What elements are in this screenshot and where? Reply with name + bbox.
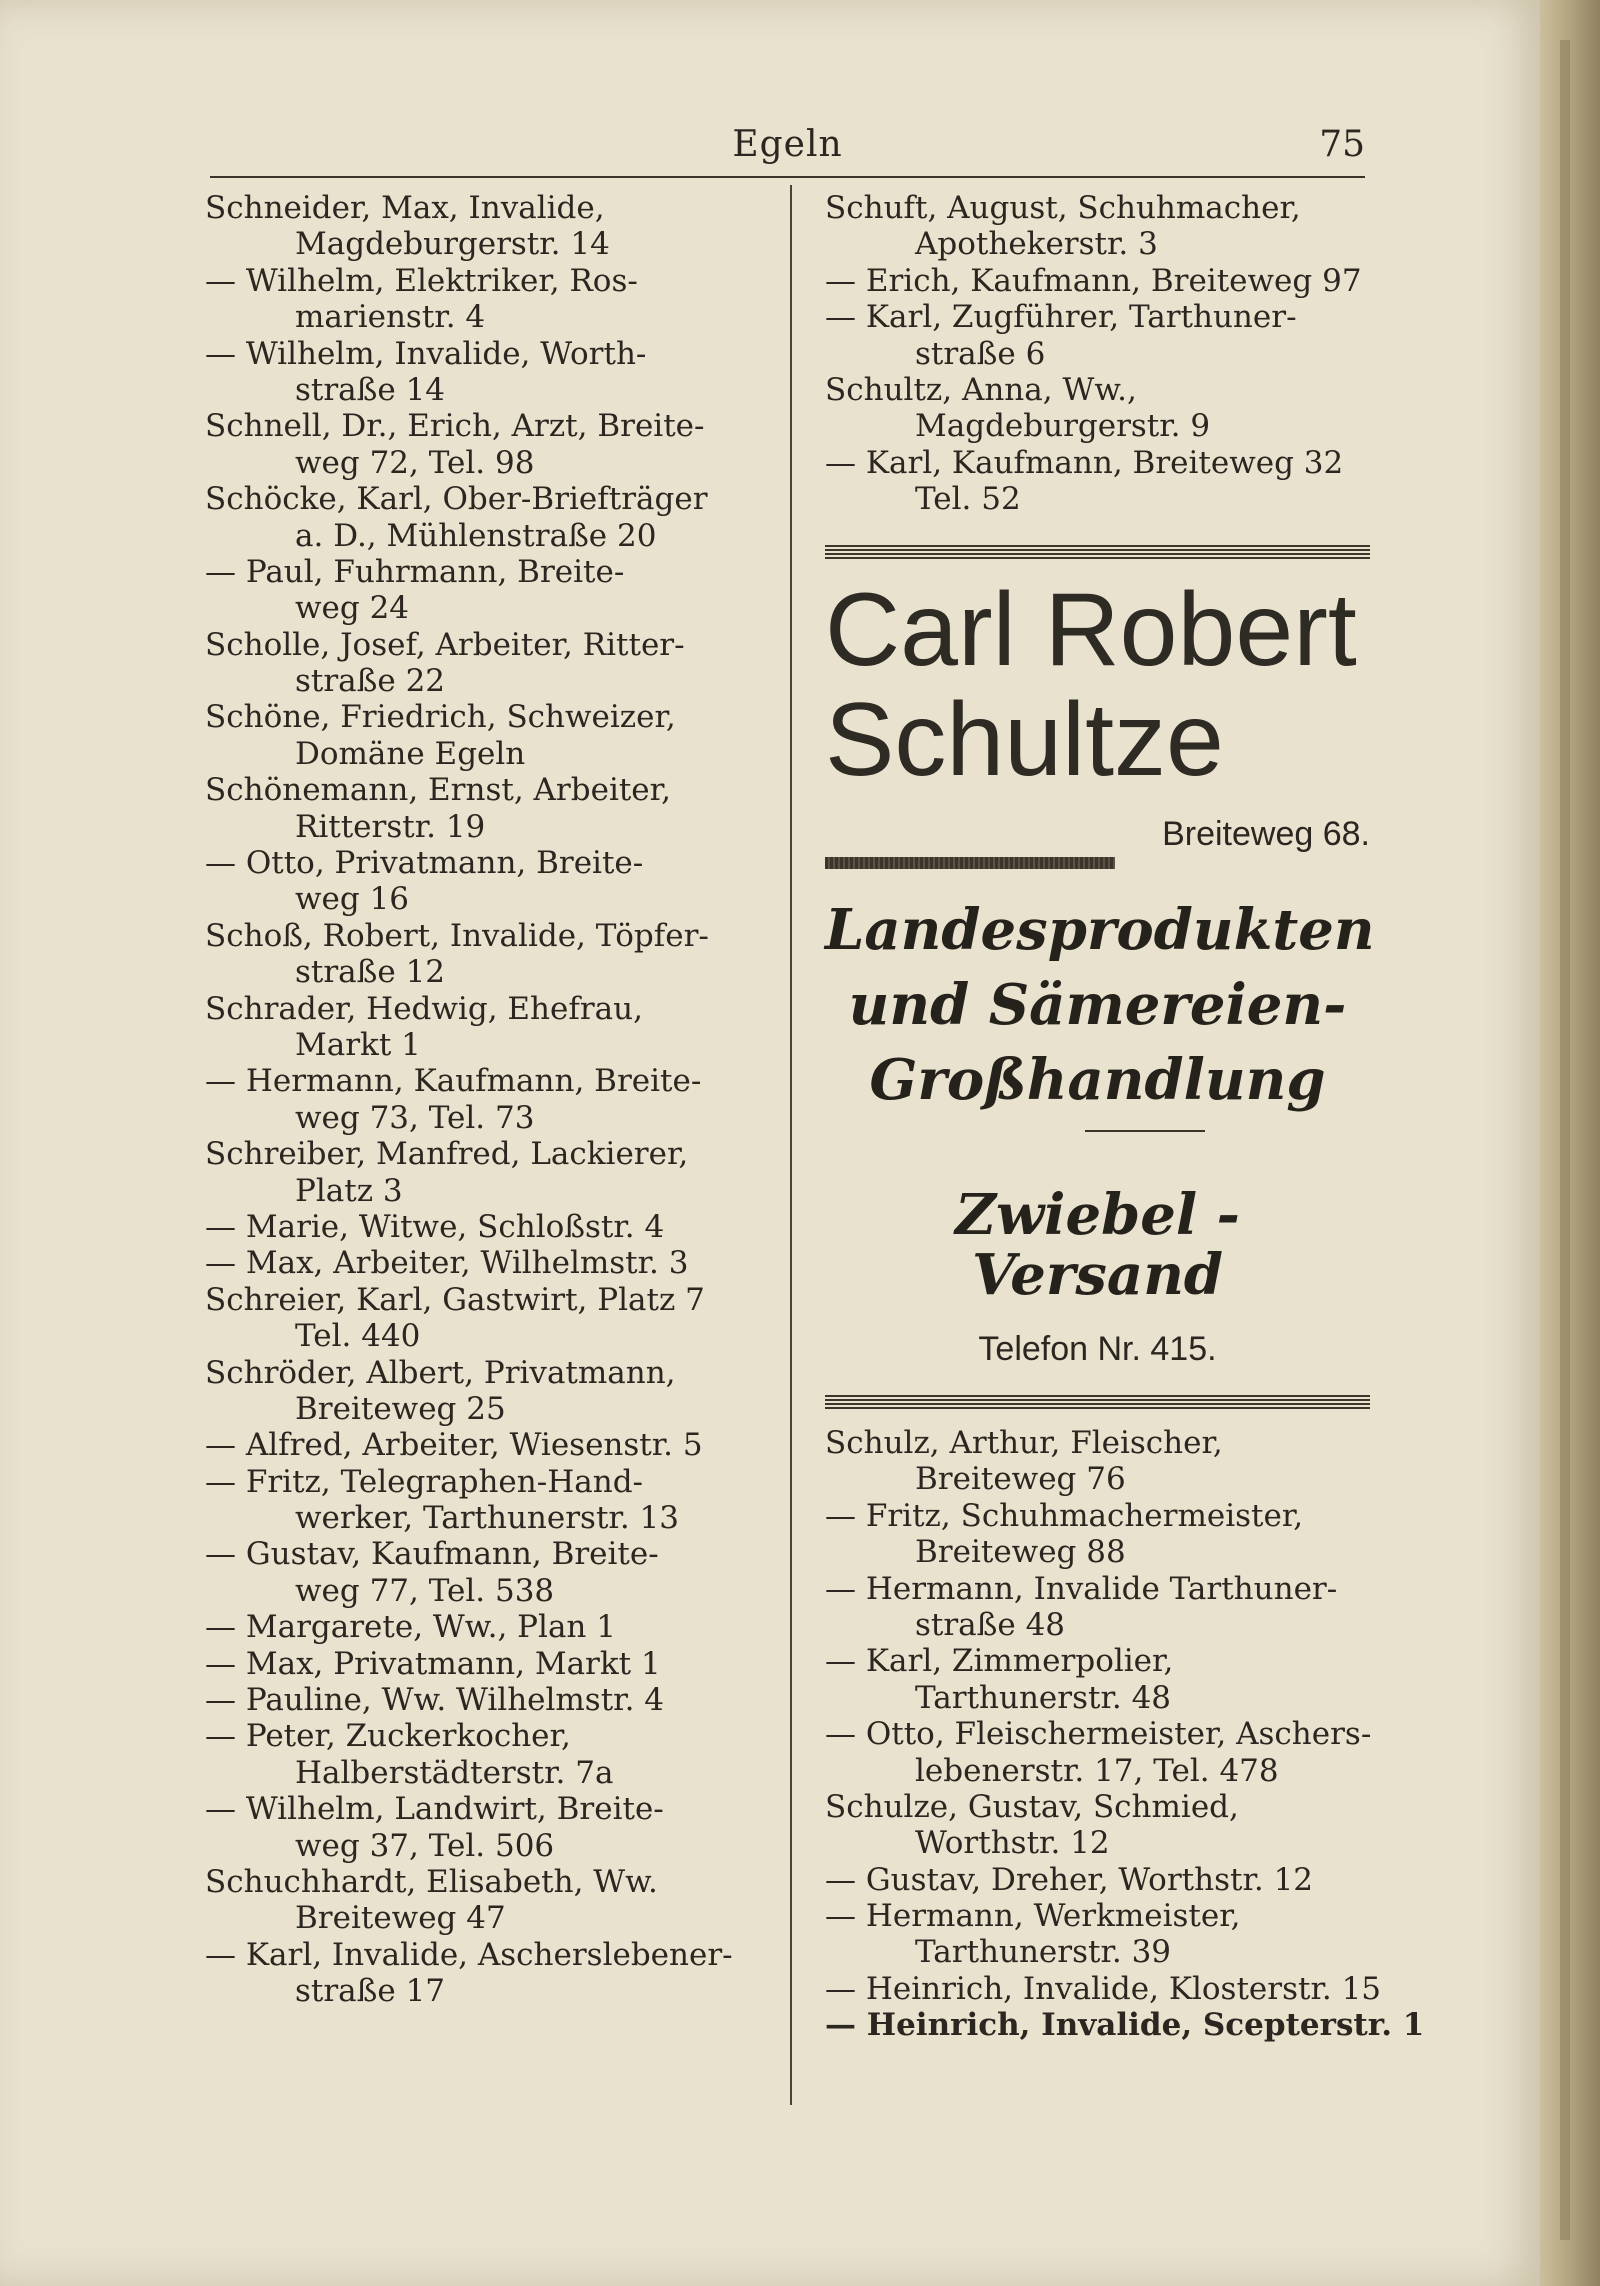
directory-entry-line: — Paul, Fuhrmann, Breite- [205,553,625,590]
ad-address: Breiteweg 68. [1162,815,1370,853]
directory-entry-line: straße 14 [295,371,446,408]
directory-entry-line: weg 16 [295,881,410,918]
directory-entry-line: — Hermann, Werkmeister, [825,1898,1241,1935]
directory-entry-line: Breiteweg 88 [915,1534,1126,1571]
directory-entry-line: — Pauline, Ww. Wilhelmstr. 4 [205,1682,665,1719]
ad-top-rule [825,545,1370,559]
directory-entry-line: — Erich, Kaufmann, Breiteweg 97 [825,262,1362,299]
page-number: 75 [1319,124,1365,165]
directory-entry-line: — Wilhelm, Landwirt, Breite- [205,1791,664,1828]
directory-entry-line: Apothekerstr. 3 [915,226,1158,263]
directory-entry-line: Schuft, August, Schuhmacher, [825,190,1301,226]
left-column [205,190,765,2010]
directory-entry-line: Schnell, Dr., Erich, Arzt, Breite- [205,408,705,445]
directory-entry-line: — Max, Privatmann, Markt 1 [205,1645,661,1682]
directory-entry-line: Schreiber, Manfred, Lackierer, [205,1136,689,1173]
directory-entry-line: Halberstädterstr. 7a [295,1754,614,1791]
directory-entry-line: Scholle, Josef, Arbeiter, Ritter- [205,626,685,663]
directory-entry-line: — Hermann, Invalide Tarthuner- [825,1570,1338,1607]
directory-entry-line: weg 72, Tel. 98 [295,444,535,481]
directory-entry-line: straße 17 [295,1973,446,2010]
directory-entry-line: Platz 3 [295,1172,403,1209]
directory-entry-line: Schulze, Gustav, Schmied, [825,1788,1239,1825]
directory-entry-line: — Wilhelm, Elektriker, Ros- [205,262,638,299]
column-divider [790,185,792,2105]
directory-entry-line: Schneider, Max, Invalide, [205,190,605,226]
directory-entry-line: Worthstr. 12 [915,1825,1110,1862]
spine-shadow [1560,40,1570,2240]
header-rule [210,176,1365,178]
directory-entry-line: weg 73, Tel. 73 [295,1099,535,1136]
directory-entry-line: straße 6 [915,335,1046,372]
ad-slogan-line2: und Sämereien- [848,972,1347,1038]
directory-entry-line: Tel. 52 [915,481,1021,518]
directory-entry-line: — Karl, Invalide, Ascherslebener- [205,1936,733,1973]
directory-entry-line: Schuchhardt, Elisabeth, Ww. [205,1863,658,1900]
directory-entry-line: — Fritz, Telegraphen-Hand- [205,1463,644,1500]
ad-center-rule [1085,1130,1205,1132]
directory-entry-line: Schröder, Albert, Privatmann, [205,1354,676,1391]
ad-slogan-line3: Großhandlung [869,1047,1326,1113]
directory-entry-line: Tarthunerstr. 39 [915,1934,1172,1971]
directory-entry-line: Schoß, Robert, Invalide, Töpfer- [205,917,709,954]
directory-entry-line: weg 77, Tel. 538 [295,1572,555,1609]
directory-entry-line: — Margarete, Ww., Plan 1 [205,1609,616,1646]
directory-entry-line: — Gustav, Kaufmann, Breite- [205,1536,659,1573]
directory-entry-line: — Peter, Zuckerkocher, [205,1718,571,1755]
directory-entry-line: Tel. 440 [295,1318,421,1355]
right-column-bottom [825,1425,1425,2044]
directory-entry-line: straße 22 [295,663,446,700]
directory-entry-line: — Marie, Witwe, Schloßstr. 4 [205,1208,665,1245]
directory-entry-line: Schulz, Arthur, Fleischer, [825,1425,1223,1461]
right-column-top [825,190,1370,518]
advertisement [825,545,1375,1405]
directory-entry-line: — Wilhelm, Invalide, Worth- [205,335,647,372]
directory-entry-line: Magdeburgerstr. 9 [915,408,1211,445]
directory-entry-line: — Otto, Fleischermeister, Aschers- [825,1716,1372,1753]
directory-entry-line: Schöne, Friedrich, Schweizer, [205,699,676,736]
ad-bottom-rule [825,1395,1370,1409]
directory-entry-line: Domäne Egeln [295,735,526,772]
directory-entry-line: — Fritz, Schuhmachermeister, [825,1497,1304,1534]
page-header [210,118,1365,178]
directory-entry-line: — Karl, Kaufmann, Breiteweg 32 [825,444,1344,481]
directory-entry-line: — Karl, Zugführer, Tarthuner- [825,299,1297,336]
directory-entry-line: — Karl, Zimmerpolier, [825,1643,1174,1680]
directory-entry-line: a. D., Mühlenstraße 20 [295,517,657,554]
directory-entry-line: — Heinrich, Invalide, Scepterstr. 1 [825,2007,1425,2044]
directory-entry-line: Schöcke, Karl, Ober-Briefträger [205,481,708,518]
directory-entry-line: weg 37, Tel. 506 [295,1827,555,1864]
directory-entry-line: — Max, Arbeiter, Wilhelmstr. 3 [205,1245,689,1282]
ad-company-name [825,572,1357,798]
directory-entry-line: Tarthunerstr. 48 [915,1679,1172,1716]
directory-entry-line: lebenerstr. 17, Tel. 478 [915,1752,1279,1789]
ad-slogan-line1: Landesprodukten [825,897,1375,963]
directory-entry-line: straße 48 [915,1606,1066,1643]
ad-phone: Telefon Nr. 415. [978,1330,1217,1368]
directory-entry-line: Breiteweg 76 [915,1461,1126,1498]
directory-entry-line: Schrader, Hedwig, Ehefrau, [205,990,643,1027]
directory-entry-line: — Heinrich, Invalide, Klosterstr. 15 [825,1970,1382,2007]
directory-entry-line: werker, Tarthunerstr. 13 [295,1500,679,1537]
directory-entry-line: straße 12 [295,954,446,991]
directory-entry-line: Ritterstr. 19 [295,808,486,845]
directory-entry-line: — Hermann, Kaufmann, Breite- [205,1063,702,1100]
page-title: Egeln [732,124,843,165]
directory-entry-line: weg 24 [295,590,410,627]
ad-slogan-line4: Zwiebel - Versand [955,1182,1240,1308]
directory-entry-line: — Alfred, Arbeiter, Wiesenstr. 5 [205,1427,703,1464]
book-spine [1540,0,1600,2286]
directory-entry-line: Breiteweg 47 [295,1900,506,1937]
directory-entry-line: Magdeburgerstr. 14 [295,226,610,263]
directory-entry-line: Schreier, Karl, Gastwirt, Platz 7 [205,1281,705,1318]
directory-entry-line: Schönemann, Ernst, Arbeiter, [205,772,671,809]
ad-name-line1: Carl Robert [825,572,1357,688]
directory-entry-line: — Otto, Privatmann, Breite- [205,845,644,882]
ad-short-rule [825,857,1115,869]
ad-name-line2: Schultze [825,682,1224,798]
directory-entry-line: Markt 1 [295,1026,421,1063]
directory-entry-line: Schultz, Anna, Ww., [825,371,1137,408]
directory-entry-line: Breiteweg 25 [295,1390,506,1427]
directory-entry-line: marienstr. 4 [295,299,486,336]
directory-entry-line: — Gustav, Dreher, Worthstr. 12 [825,1861,1314,1898]
